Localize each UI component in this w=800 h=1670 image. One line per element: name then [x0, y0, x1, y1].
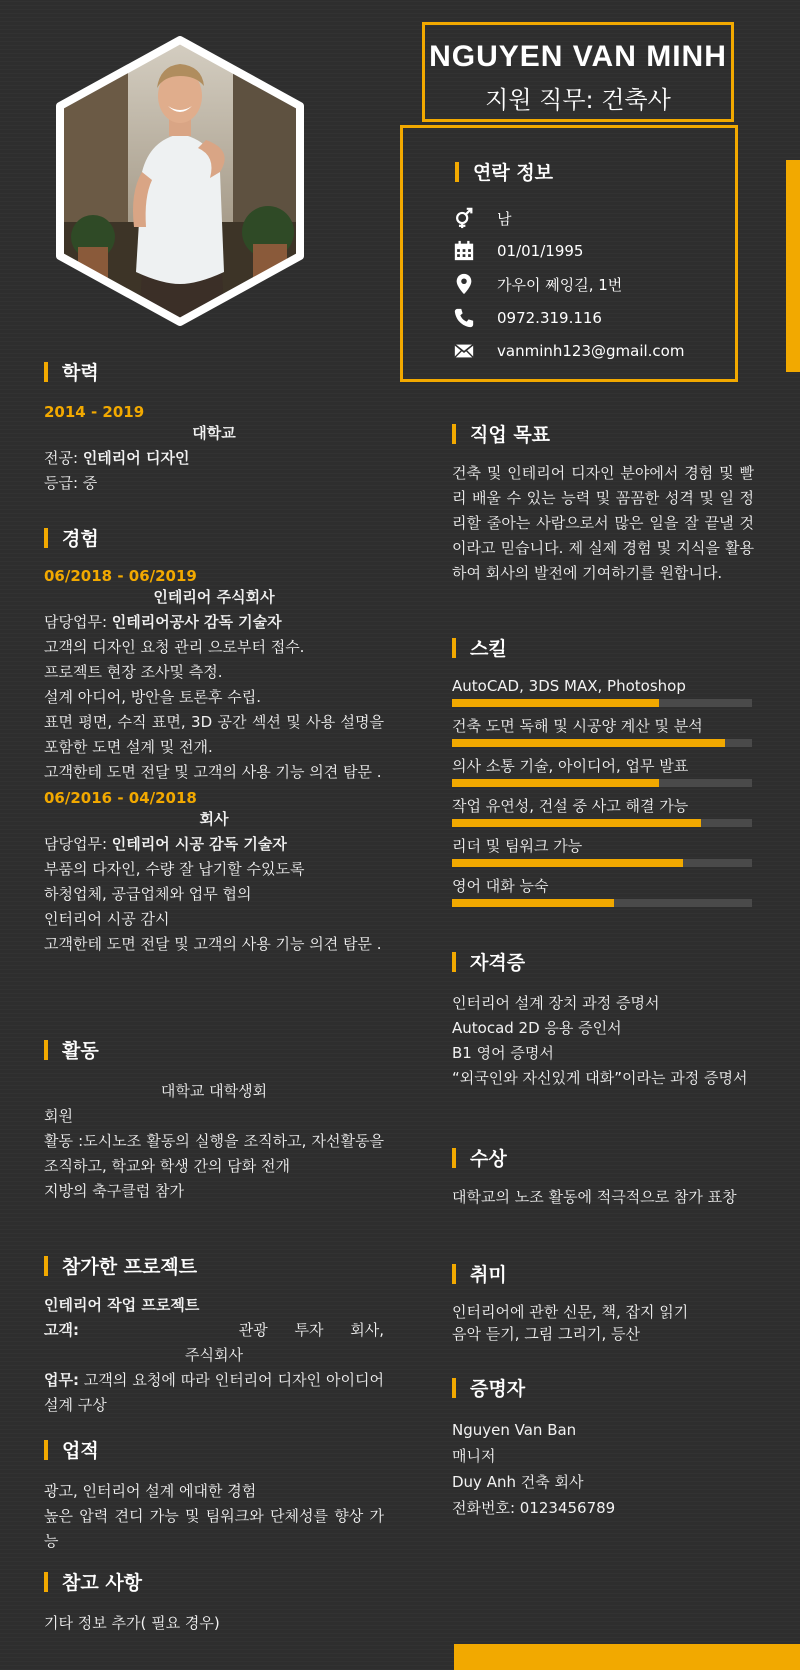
hobbies-section [452, 1260, 754, 1345]
achievement-item: 높은 압력 견디 가능 및 팀워크와 단체성를 향상 가능 [44, 1507, 384, 1550]
projects-heading: 참가한 프로젝트 [44, 1252, 384, 1279]
skill-bar-fill [452, 819, 701, 827]
skill-bar [452, 779, 752, 787]
certificates-section [452, 948, 754, 1091]
job-duty: 인터리어 시공 감시 [44, 910, 170, 928]
objective-section [452, 420, 754, 586]
job-duty: 부품의 다자인, 수량 잘 납기할 수있도록 [44, 860, 305, 878]
skill-bar-fill [452, 899, 614, 907]
skill-label: 작업 유연성, 건설 중 사고 해결 가능 [452, 797, 689, 815]
certificate-item: B1 영어 증명서 [452, 1044, 554, 1062]
skill-bar [452, 819, 752, 827]
education-heading: 학력 [44, 358, 384, 385]
skill-label: 건축 도면 독해 및 시공양 계산 및 분석 [452, 717, 703, 735]
hobby-item: 음악 듣기, 그림 그리기, 등산 [452, 1325, 640, 1343]
contact-phone: 0972.319.116 [453, 303, 602, 333]
certificates-heading: 자격증 [452, 948, 754, 975]
education-grade: 등급: 중 [44, 474, 98, 492]
objective-heading: 직업 목표 [452, 420, 754, 447]
certificate-item: “외국인와 자신있게 대화”이라는 과정 증명서 [452, 1069, 748, 1087]
skill-bar-fill [452, 699, 659, 707]
skills-section [452, 634, 754, 915]
skill-bar [452, 899, 752, 907]
accent-bar-right [786, 160, 800, 372]
job-date: 06/2016 - 04/2018 [44, 789, 197, 807]
email-icon [453, 340, 475, 362]
job-company: 인테리어 주식회사 [153, 588, 275, 606]
contact-address: 가우이 쩨잉길, 1번 [453, 269, 622, 299]
activity-extra: 지방의 축구클럽 참가 [44, 1182, 184, 1200]
activity-org: 대학교 대학생회 [160, 1082, 268, 1100]
skill-label: 영어 대화 능숙 [452, 877, 549, 895]
name-box [422, 22, 734, 122]
awards-heading: 수상 [452, 1144, 754, 1171]
skills-list [452, 675, 754, 907]
accent-bar-bottom [454, 1644, 800, 1670]
skill-bar-fill [452, 859, 683, 867]
profile-photo [38, 22, 322, 340]
education-date: 2014 - 2019 [44, 403, 145, 421]
candidate-name: NGUYEN VAN MINH [429, 40, 727, 73]
heading-bar [455, 162, 459, 182]
referee-section [452, 1374, 754, 1521]
references-note-text: 기타 정보 추가( 필요 경우) [44, 1614, 220, 1632]
certificate-item: 인터리어 설계 장치 과정 증명서 [452, 994, 660, 1012]
skill-bar-fill [452, 779, 659, 787]
job-duty: 고객의 디자인 요청 관리 으로부터 접수. [44, 638, 305, 656]
referee-name: Nguyen Van Ban [452, 1421, 577, 1439]
achievements-section [44, 1436, 384, 1554]
hobbies-heading: 취미 [452, 1260, 754, 1287]
projects-section [44, 1252, 384, 1418]
awards-text: 대학교의 노조 활동에 적극적으로 참가 표창 [452, 1188, 737, 1206]
skill-bar [452, 699, 752, 707]
skill-bar-fill [452, 739, 725, 747]
job-duty: 하청업체, 공급업체와 업무 협의 [44, 885, 252, 903]
contact-gender: 남 [453, 203, 512, 233]
referee-heading: 증명자 [452, 1374, 754, 1401]
location-pin-icon [453, 273, 475, 295]
job-duty: 고객한테 도면 전달 및 고객의 사용 기능 의견 탐문 . [44, 935, 382, 953]
project-client: 고객: 관광 투자 회사, [44, 1321, 384, 1339]
activities-section [44, 1036, 384, 1204]
job-duty: 설계 아디어, 방안을 토론후 수립. [44, 688, 261, 706]
skill-label: 의사 소통 기술, 아이디어, 업무 발표 [452, 757, 689, 775]
references-note-section [44, 1568, 384, 1636]
activity-description: 활동 :도시노조 활동의 실행을 조직하고, 자선활동을 조직하고, 학교와 학생 간의 담화 전개 [44, 1132, 384, 1175]
education-section [44, 358, 384, 496]
project-client-line2: 주식회사 [185, 1346, 243, 1364]
activity-position: 회원 [44, 1107, 73, 1125]
education-school: 대학교 [192, 424, 236, 442]
job-date: 06/2018 - 06/2019 [44, 567, 197, 585]
activities-heading: 활동 [44, 1036, 384, 1063]
job-role: 담당업무: 인테리어공사 감독 기술자 [44, 613, 282, 631]
project-title: 인테리어 작업 프로젝트 [44, 1296, 200, 1314]
objective-text: 건축 및 인테리어 디자인 분야에서 경험 및 빨리 배울 수 있는 능력 및 꼼꼼한 성격 및 일 정리할 줄아는 사람으로서 많은 일을 잘 끝낼 것이라고 믿습니다. 제 실제 경험 및 지식을 활용하여 회사의 발전에 기여하기를 원합니다. [452, 464, 754, 582]
skill-label: AutoCAD, 3DS MAX, Photoshop [452, 677, 686, 695]
references-note-heading: 참고 사항 [44, 1568, 384, 1595]
job-company: 회사 [199, 810, 229, 828]
skills-heading: 스킬 [452, 634, 754, 661]
achievement-item: 광고, 인터리어 설계 에대한 경험 [44, 1482, 257, 1500]
awards-section [452, 1144, 754, 1210]
job-duty: 고객한테 도면 전달 및 고객의 사용 기능 의견 탐문 . [44, 763, 382, 781]
job-title: 지원 직무: 건축사 [485, 86, 671, 114]
job-duty: 표면 평면, 수직 표면, 3D 공간 섹션 및 사용 설명을 포함한 도면 설계 및 전개. [44, 713, 384, 756]
contact-birthday: 01/01/1995 [453, 236, 583, 266]
calendar-icon [453, 240, 475, 262]
achievements-heading: 업적 [44, 1436, 384, 1463]
job-role: 담당업무: 인테리어 시공 감독 기술자 [44, 835, 287, 853]
experience-heading: 경험 [44, 524, 384, 551]
contact-heading: 연락 정보 [455, 158, 553, 185]
phone-icon [453, 307, 475, 329]
gender-icon [453, 207, 475, 229]
hobby-item: 인터리어에 관한 신문, 책, 잡지 읽기 [452, 1303, 689, 1321]
contact-email: vanminh123@gmail.com [453, 336, 684, 366]
contact-box [400, 125, 738, 382]
skill-label: 리더 및 팀워크 가능 [452, 837, 583, 855]
certificate-item: Autocad 2D 응용 증인서 [452, 1019, 622, 1037]
project-task: 업무: 고객의 요청에 따라 인터리어 디자인 아이디어 설계 구상 [44, 1371, 384, 1414]
education-major: 전공: 인테리어 디자인 [44, 449, 190, 467]
referee-title: 매니저 [452, 1447, 496, 1465]
referee-phone: 전화번호: 0123456789 [452, 1499, 616, 1517]
skill-bar [452, 739, 752, 747]
job-duty: 프로젝트 현장 조사및 측정. [44, 663, 223, 681]
skill-bar [452, 859, 752, 867]
referee-company: Duy Anh 건축 회사 [452, 1473, 584, 1491]
experience-section [44, 524, 384, 957]
